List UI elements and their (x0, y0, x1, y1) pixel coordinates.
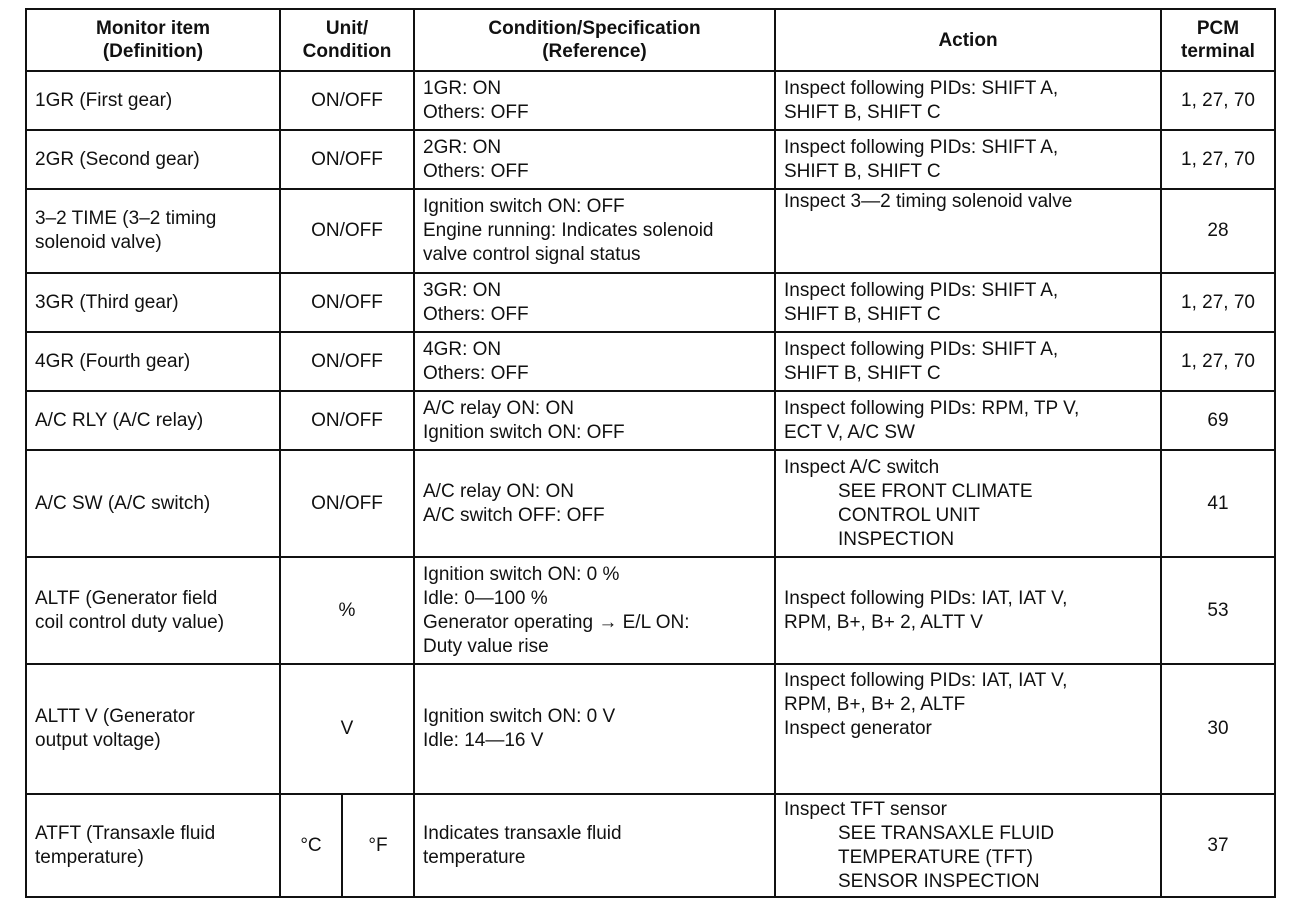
table-row (26, 71, 1275, 130)
condition-cell: 1GR: ON Others: OFF (414, 71, 775, 130)
table-row (26, 557, 1275, 664)
table-row (26, 273, 1275, 332)
table-row (26, 450, 1275, 557)
monitor-item-cell: 3–2 TIME (3–2 timing solenoid valve) (26, 189, 280, 273)
reference-link: SEE FRONT CLIMATE (838, 480, 1033, 502)
condition-cell: Indicates transaxle fluid temperature (414, 794, 775, 897)
condition-cell: Ignition switch ON: OFF Engine running: Indicates solenoid valve control signal status (414, 189, 775, 273)
pcm-terminal-cell: 53 (1161, 557, 1275, 664)
unit-celsius-cell: °C (280, 794, 342, 897)
reference-link: SEE TRANSAXLE FLUID (838, 822, 1055, 844)
table-row (26, 664, 1275, 794)
unit-cell: ON/OFF (280, 189, 414, 273)
condition-cell: Ignition switch ON: 0 V Idle: 14—16 V (414, 664, 775, 794)
action-cell: Inspect following PIDs: SHIFT A, SHIFT B, SHIFT C (775, 71, 1161, 130)
header-pcm-terminal: PCM terminal (1161, 9, 1275, 71)
monitor-item-cell: 4GR (Fourth gear) (26, 332, 280, 391)
pcm-terminal-cell: 41 (1161, 450, 1275, 557)
monitor-item-cell: 2GR (Second gear) (26, 130, 280, 189)
pcm-terminal-cell: 1, 27, 70 (1161, 273, 1275, 332)
pcm-terminal-cell: 37 (1161, 794, 1275, 897)
monitor-item-cell: ALTF (Generator field coil control duty value) (26, 557, 280, 664)
pcm-terminal-cell: 28 (1161, 189, 1275, 273)
pcm-terminal-cell: 1, 27, 70 (1161, 130, 1275, 189)
monitor-item-cell: A/C RLY (A/C relay) (26, 391, 280, 450)
condition-cell: A/C relay ON: ON A/C switch OFF: OFF (414, 450, 775, 557)
action-cell: Inspect following PIDs: SHIFT A, SHIFT B, SHIFT C (775, 273, 1161, 332)
monitor-item-cell: 3GR (Third gear) (26, 273, 280, 332)
action-cell: Inspect A/C switch SEE FRONT CLIMATE CONTROL UNIT INSPECTION (775, 450, 1161, 557)
header-monitor-item: Monitor item (Definition) (26, 9, 280, 71)
table-row (26, 332, 1275, 391)
header-unit-condition: Unit/ Condition (280, 9, 414, 71)
condition-cell: 3GR: ON Others: OFF (414, 273, 775, 332)
action-cell: Inspect TFT sensor SEE TRANSAXLE FLUID TEMPERATURE (TFT) SENSOR INSPECTION (775, 794, 1161, 897)
header-action: Action (775, 9, 1161, 71)
action-cell: Inspect 3—2 timing solenoid valve (775, 189, 1161, 273)
pcm-terminal-cell: 30 (1161, 664, 1275, 794)
unit-cell: ON/OFF (280, 332, 414, 391)
pcm-terminal-cell: 1, 27, 70 (1161, 332, 1275, 391)
unit-cell: V (280, 664, 414, 794)
monitor-item-cell: ALTT V (Generator output voltage) (26, 664, 280, 794)
reference-link: CONTROL UNIT (838, 504, 980, 526)
condition-cell: 2GR: ON Others: OFF (414, 130, 775, 189)
unit-cell: ON/OFF (280, 273, 414, 332)
reference-link: TEMPERATURE (TFT) (838, 846, 1033, 868)
table-row (26, 189, 1275, 273)
table-row (26, 794, 1275, 897)
condition-cell: A/C relay ON: ON Ignition switch ON: OFF (414, 391, 775, 450)
pcm-terminal-cell: 1, 27, 70 (1161, 71, 1275, 130)
table-header-row (26, 9, 1275, 71)
monitor-item-cell: A/C SW (A/C switch) (26, 450, 280, 557)
header-condition-specification: Condition/Specification (Reference) (414, 9, 775, 71)
unit-cell: ON/OFF (280, 450, 414, 557)
unit-fahrenheit-cell: °F (342, 794, 414, 897)
action-cell: Inspect following PIDs: SHIFT A, SHIFT B, SHIFT C (775, 130, 1161, 189)
monitor-item-cell: 1GR (First gear) (26, 71, 280, 130)
table-row (26, 130, 1275, 189)
reference-link: INSPECTION (838, 528, 955, 550)
condition-cell: 4GR: ON Others: OFF (414, 332, 775, 391)
monitor-item-table (25, 8, 1276, 898)
action-cell: Inspect following PIDs: IAT, IAT V, RPM, B+, B+ 2, ALTT V (775, 557, 1161, 664)
unit-cell: ON/OFF (280, 391, 414, 450)
reference-link: SENSOR INSPECTION (838, 870, 1040, 892)
unit-cell: ON/OFF (280, 130, 414, 189)
unit-cell: ON/OFF (280, 71, 414, 130)
condition-cell: Ignition switch ON: 0 % Idle: 0—100 % Generator operating → E/L ON: Duty value rise (414, 557, 775, 664)
table-row (26, 391, 1275, 450)
unit-cell: % (280, 557, 414, 664)
action-cell: Inspect following PIDs: IAT, IAT V, RPM, B+, B+ 2, ALTF Inspect generator (775, 664, 1161, 794)
pcm-terminal-cell: 69 (1161, 391, 1275, 450)
action-cell: Inspect following PIDs: SHIFT A, SHIFT B, SHIFT C (775, 332, 1161, 391)
action-cell: Inspect following PIDs: RPM, TP V, ECT V, A/C SW (775, 391, 1161, 450)
monitor-item-cell: ATFT (Transaxle fluid temperature) (26, 794, 280, 897)
